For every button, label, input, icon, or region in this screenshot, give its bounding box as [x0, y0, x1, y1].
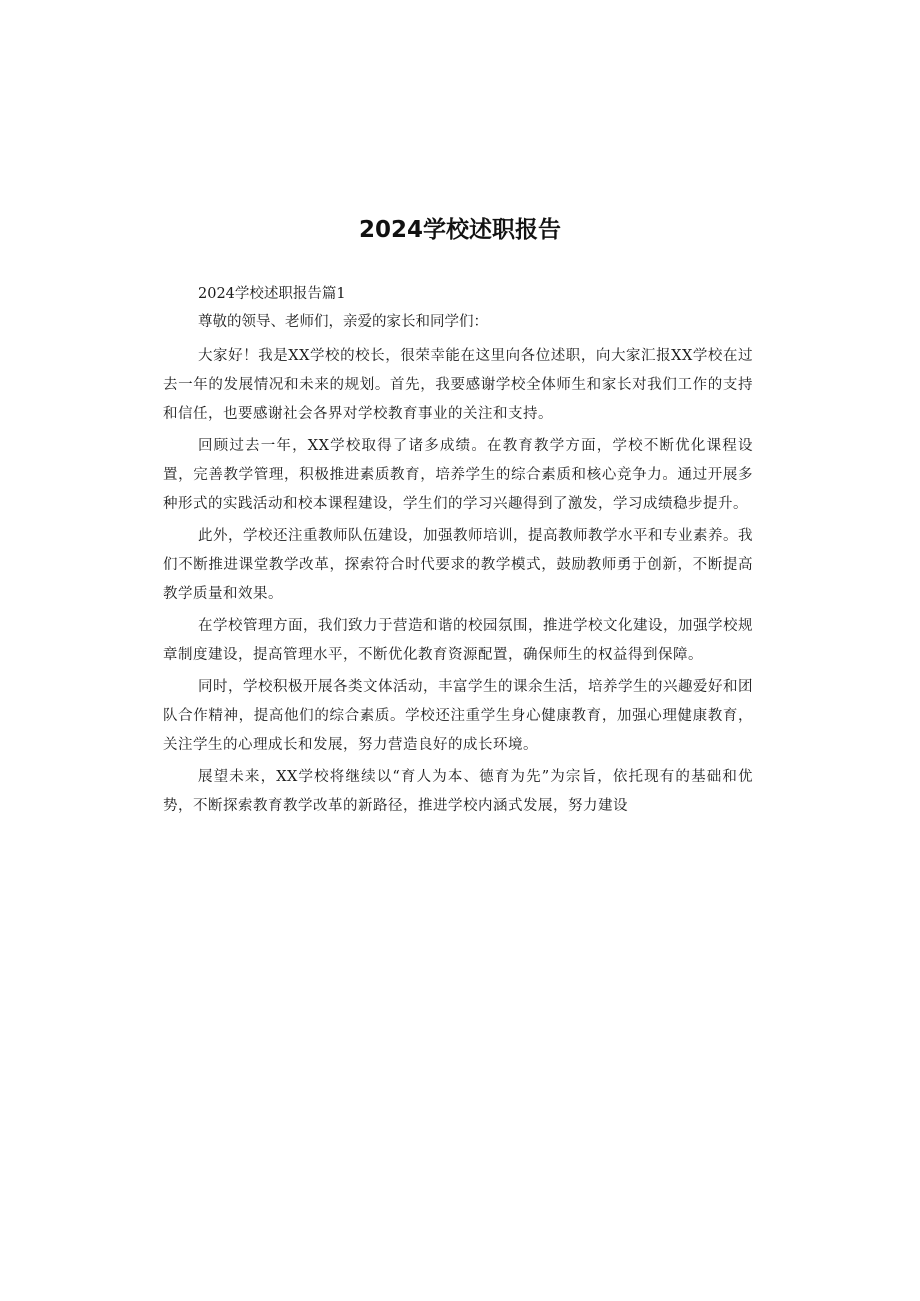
greeting-line: 尊敬的领导、老师们，亲爱的家长和同学们： — [198, 314, 488, 330]
body-paragraph: 同时，学校积极开展各类文体活动，丰富学生的课余生活，培养学生的兴趣爱好和团队合作精神，提高他们的综合素质。学校还注重学生身心健康教育，加强心理健康教育，关注学生的心理成长和发展，努力营造良好的成长环境。 — [163, 679, 753, 753]
body-paragraph: 大家好！我是XX学校的校长，很荣幸能在这里向各位述职，向大家汇报XX学校在过去一年的发展情况和未来的规划。首先，我要感谢学校全体师生和家长对我们工作的支持和信任，也要感谢社会各界对学校教育事业的关注和支持。 — [163, 348, 753, 422]
document-subtitle: 2024学校述职报告篇1 — [198, 286, 346, 302]
body-paragraph: 在学校管理方面，我们致力于营造和谐的校园氛围，推进学校文化建设，加强学校规章制度建设，提高管理水平，不断优化教育资源配置，确保师生的权益得到保障。 — [163, 618, 753, 663]
document-body — [163, 280, 753, 824]
body-paragraph: 展望未来，XX学校将继续以“育人为本、德育为先”为宗旨，依托现有的基础和优势，不断探索教育教学改革的新路径，推进学校内涵式发展，努力建设 — [163, 769, 753, 814]
document-title: 2024学校述职报告 — [358, 217, 561, 243]
body-paragraph: 此外，学校还注重教师队伍建设，加强教师培训，提高教师教学水平和专业素养。我们不断推进课堂教学改革，探索符合时代要求的教学模式，鼓励教师勇于创新，不断提高教学质量和效果。 — [163, 528, 753, 602]
body-paragraph: 回顾过去一年，XX学校取得了诸多成绩。在教育教学方面，学校不断优化课程设置，完善教学管理，积极推进素质教育，培养学生的综合素质和核心竞争力。通过开展多种形式的实践活动和校本课程建设，学生们的学习兴趣得到了激发，学习成绩稳步提升。 — [163, 438, 753, 512]
